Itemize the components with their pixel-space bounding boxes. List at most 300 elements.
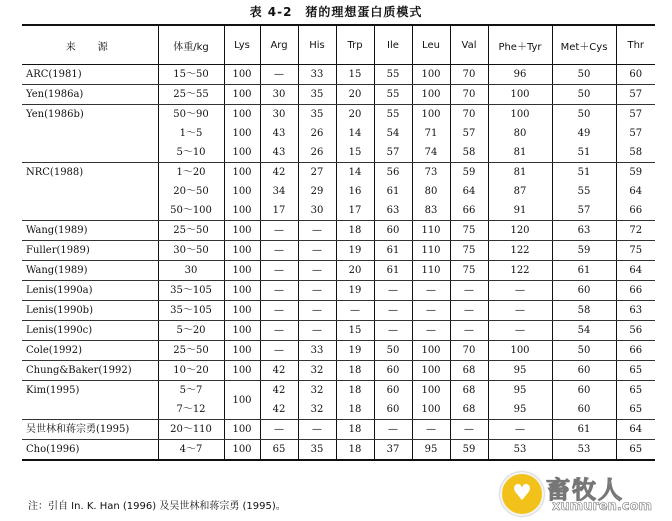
lys-value: 100 — [232, 365, 252, 376]
arg-value: 43 — [272, 128, 286, 139]
his-cell — [298, 163, 336, 221]
weight-value: 35～105 — [170, 285, 212, 296]
his-value: 32 — [310, 365, 324, 376]
trp-cell — [336, 381, 374, 420]
trp-value: 19 — [348, 245, 362, 256]
his-cell — [298, 341, 336, 361]
table-row — [22, 361, 655, 381]
met-cys-cell — [552, 105, 616, 163]
thr-cell — [616, 341, 655, 361]
lys-value: 100 — [232, 89, 252, 100]
source-cell — [22, 241, 158, 261]
trp-value: 19 — [348, 285, 362, 296]
thr-cell — [616, 261, 655, 281]
met-cys-value: 54 — [577, 325, 591, 336]
header-source: 来 源 — [22, 25, 158, 65]
table-row — [22, 381, 655, 420]
his-value: 33 — [310, 69, 324, 80]
lys-cell — [224, 361, 260, 381]
source-label: Lenis(1990c) — [26, 325, 93, 336]
leu-cell — [412, 440, 450, 461]
arg-value: — — [274, 69, 284, 80]
arg-value: 42 — [272, 404, 286, 415]
table-row — [22, 321, 655, 341]
leu-value: 100 — [421, 385, 441, 396]
header-ile: Ile — [374, 25, 412, 65]
phe-tyr-cell — [488, 440, 552, 461]
lys-value: 100 — [232, 225, 252, 236]
ile-value: 50 — [386, 345, 400, 356]
ile-cell — [374, 261, 412, 281]
ile-value: — — [388, 285, 398, 296]
thr-value: 59 — [629, 167, 643, 178]
weight-cell — [158, 321, 224, 341]
source-cell — [22, 440, 158, 461]
ile-value: — — [388, 305, 398, 316]
source-label: Chung&Baker(1992) — [26, 365, 132, 376]
leu-value: 100 — [421, 365, 441, 376]
his-value: 29 — [310, 186, 324, 197]
leu-cell — [412, 281, 450, 301]
table-row — [22, 301, 655, 321]
his-value: 26 — [310, 147, 324, 158]
val-value: 70 — [462, 89, 476, 100]
arg-value: 30 — [272, 109, 286, 120]
source-cell — [22, 281, 158, 301]
phe-tyr-cell — [488, 420, 552, 440]
arg-cell — [260, 163, 298, 221]
weight-cell — [158, 261, 224, 281]
his-value: — — [312, 424, 322, 435]
lys-value: 100 — [232, 444, 252, 455]
ile-cell — [374, 241, 412, 261]
his-cell — [298, 221, 336, 241]
phe-tyr-value: — — [515, 305, 525, 316]
val-cell — [450, 281, 488, 301]
phe-tyr-value: — — [515, 325, 525, 336]
thr-cell — [616, 361, 655, 381]
leu-value: 100 — [421, 404, 441, 415]
val-cell — [450, 420, 488, 440]
weight-cell — [158, 301, 224, 321]
his-cell — [298, 321, 336, 341]
met-cys-cell — [552, 420, 616, 440]
weight-cell — [158, 440, 224, 461]
leu-value: 73 — [424, 167, 438, 178]
phe-tyr-value: 95 — [513, 385, 527, 396]
leu-value: 100 — [421, 109, 441, 120]
leu-value: — — [426, 285, 436, 296]
weight-value: 10～20 — [173, 365, 209, 376]
lys-cell — [224, 420, 260, 440]
his-value: — — [312, 225, 322, 236]
val-cell — [450, 321, 488, 341]
weight-value: 25～50 — [173, 345, 209, 356]
thr-value: 66 — [629, 205, 643, 216]
val-cell — [450, 361, 488, 381]
header-met-cys: Met＋Cys — [552, 25, 616, 65]
heart-logo-icon: ♥ — [500, 472, 544, 516]
lys-value: 100 — [232, 394, 252, 406]
trp-cell — [336, 281, 374, 301]
met-cys-value: 60 — [577, 285, 591, 296]
lys-value: 100 — [232, 424, 252, 435]
thr-value: 65 — [629, 444, 643, 455]
weight-cell — [158, 163, 224, 221]
ile-cell — [374, 281, 412, 301]
table-row — [22, 65, 655, 85]
lys-cell — [224, 105, 260, 163]
met-cys-cell — [552, 301, 616, 321]
phe-tyr-cell — [488, 65, 552, 85]
weight-cell — [158, 241, 224, 261]
weight-cell — [158, 221, 224, 241]
met-cys-value: 51 — [577, 147, 591, 158]
source-cell — [22, 85, 158, 105]
ile-value: 61 — [386, 245, 400, 256]
val-value: 66 — [462, 205, 476, 216]
weight-cell — [158, 65, 224, 85]
met-cys-cell — [552, 221, 616, 241]
leu-value: 83 — [424, 205, 438, 216]
phe-tyr-cell — [488, 85, 552, 105]
lys-cell — [224, 341, 260, 361]
trp-value: 18 — [348, 365, 362, 376]
lys-cell — [224, 261, 260, 281]
leu-value: — — [426, 424, 436, 435]
trp-cell — [336, 261, 374, 281]
header-trp: Trp — [336, 25, 374, 65]
met-cys-cell — [552, 261, 616, 281]
source-cell — [22, 261, 158, 281]
table-row — [22, 281, 655, 301]
phe-tyr-value: 53 — [513, 444, 527, 455]
leu-value: 95 — [424, 444, 438, 455]
ile-value: 56 — [386, 167, 400, 178]
trp-cell — [336, 440, 374, 461]
source-label: Cole(1992) — [26, 345, 83, 356]
table-row — [22, 105, 655, 163]
trp-cell — [336, 105, 374, 163]
met-cys-value: 50 — [577, 109, 591, 120]
thr-value: 56 — [629, 325, 643, 336]
ile-value: 60 — [386, 385, 400, 396]
weight-value: 25～55 — [173, 89, 209, 100]
arg-value: — — [274, 265, 284, 276]
his-value: — — [312, 325, 322, 336]
weight-value: 4～7 — [179, 444, 203, 455]
header-weight: 体重/kg — [158, 25, 224, 65]
his-cell — [298, 261, 336, 281]
weight-cell — [158, 361, 224, 381]
thr-cell — [616, 221, 655, 241]
leu-cell — [412, 301, 450, 321]
phe-tyr-cell — [488, 361, 552, 381]
lys-value: 100 — [232, 245, 252, 256]
thr-cell — [616, 381, 655, 420]
table-row — [22, 241, 655, 261]
trp-value: 14 — [348, 167, 362, 178]
arg-cell — [260, 281, 298, 301]
lys-value: 100 — [232, 305, 252, 316]
weight-value: 50～100 — [170, 205, 212, 216]
thr-value: 66 — [629, 345, 643, 356]
ile-cell — [374, 440, 412, 461]
watermark-url: xumuren.com — [552, 499, 653, 514]
trp-value: 18 — [348, 424, 362, 435]
table-row — [22, 221, 655, 241]
header-lys: Lys — [224, 25, 260, 65]
val-value: 70 — [462, 69, 476, 80]
thr-cell — [616, 440, 655, 461]
ile-cell — [374, 361, 412, 381]
trp-cell — [336, 221, 374, 241]
weight-value: 1～20 — [176, 167, 206, 178]
source-label: Yen(1986b) — [26, 109, 84, 120]
trp-cell — [336, 361, 374, 381]
thr-value: 65 — [629, 404, 643, 415]
thr-cell — [616, 281, 655, 301]
val-value: 75 — [462, 265, 476, 276]
weight-cell — [158, 85, 224, 105]
phe-tyr-cell — [488, 301, 552, 321]
ile-value: 37 — [386, 444, 400, 455]
arg-value: 43 — [272, 147, 286, 158]
trp-value: 19 — [348, 345, 362, 356]
met-cys-value: 61 — [577, 424, 591, 435]
lys-cell — [224, 440, 260, 461]
lys-value: 100 — [232, 205, 252, 216]
met-cys-value: 63 — [577, 225, 591, 236]
weight-value: 1～5 — [179, 128, 203, 139]
his-value: 30 — [310, 205, 324, 216]
trp-value: 16 — [348, 186, 362, 197]
phe-tyr-cell — [488, 381, 552, 420]
his-value: 26 — [310, 128, 324, 139]
leu-cell — [412, 341, 450, 361]
weight-cell — [158, 105, 224, 163]
ile-cell — [374, 321, 412, 341]
source-label: Yen(1986a) — [26, 89, 84, 100]
ile-cell — [374, 381, 412, 420]
phe-tyr-value: 95 — [513, 365, 527, 376]
met-cys-cell — [552, 241, 616, 261]
phe-tyr-value: 81 — [513, 147, 527, 158]
ile-cell — [374, 65, 412, 85]
thr-value: 60 — [629, 69, 643, 80]
phe-tyr-cell — [488, 341, 552, 361]
met-cys-value: 49 — [577, 128, 591, 139]
arg-value: — — [274, 424, 284, 435]
thr-value: 63 — [629, 305, 643, 316]
his-value: 27 — [310, 167, 324, 178]
thr-cell — [616, 420, 655, 440]
trp-cell — [336, 65, 374, 85]
trp-cell — [336, 420, 374, 440]
phe-tyr-value: 81 — [513, 167, 527, 178]
val-value: — — [464, 325, 474, 336]
ile-cell — [374, 341, 412, 361]
phe-tyr-value: 122 — [510, 245, 530, 256]
phe-tyr-value: 100 — [510, 89, 530, 100]
his-cell — [298, 105, 336, 163]
thr-cell — [616, 321, 655, 341]
leu-value: 110 — [421, 245, 441, 256]
trp-cell — [336, 321, 374, 341]
weight-cell — [158, 281, 224, 301]
weight-value: 20～50 — [173, 186, 209, 197]
val-cell — [450, 65, 488, 85]
arg-value: 65 — [272, 444, 286, 455]
arg-value: — — [274, 305, 284, 316]
val-value: 59 — [462, 444, 476, 455]
ile-value: — — [388, 424, 398, 435]
table-row — [22, 163, 655, 221]
ile-cell — [374, 163, 412, 221]
met-cys-value: 51 — [577, 167, 591, 178]
thr-value: 57 — [629, 128, 643, 139]
lys-value: 100 — [232, 167, 252, 178]
lys-value: 100 — [232, 345, 252, 356]
thr-value: 66 — [629, 285, 643, 296]
arg-cell — [260, 221, 298, 241]
his-cell — [298, 381, 336, 420]
arg-value: — — [274, 345, 284, 356]
leu-cell — [412, 321, 450, 341]
arg-value: — — [274, 325, 284, 336]
lys-cell — [224, 65, 260, 85]
his-cell — [298, 361, 336, 381]
phe-tyr-value: 100 — [510, 109, 530, 120]
his-value: — — [312, 245, 322, 256]
ile-cell — [374, 420, 412, 440]
phe-tyr-value: 95 — [513, 404, 527, 415]
arg-cell — [260, 381, 298, 420]
trp-value: 14 — [348, 128, 362, 139]
header-val: Val — [450, 25, 488, 65]
leu-cell — [412, 361, 450, 381]
table-row — [22, 341, 655, 361]
weight-value: 15～50 — [173, 69, 209, 80]
weight-value: 5～10 — [176, 147, 206, 158]
amino-acid-table — [22, 24, 655, 461]
arg-value: 34 — [272, 186, 286, 197]
trp-value: 15 — [348, 325, 362, 336]
his-value: 32 — [310, 385, 324, 396]
trp-value: 20 — [348, 109, 362, 120]
leu-value: — — [426, 305, 436, 316]
lys-value: 100 — [232, 109, 252, 120]
table-row — [22, 261, 655, 281]
weight-cell — [158, 341, 224, 361]
lys-value: 100 — [232, 69, 252, 80]
source-label: Lenis(1990b) — [26, 305, 93, 316]
lys-value: 100 — [232, 128, 252, 139]
leu-value: — — [426, 325, 436, 336]
lys-cell — [224, 301, 260, 321]
trp-cell — [336, 163, 374, 221]
leu-cell — [412, 221, 450, 241]
his-cell — [298, 241, 336, 261]
met-cys-cell — [552, 281, 616, 301]
phe-tyr-value: 91 — [513, 205, 527, 216]
source-label: Fuller(1989) — [26, 245, 90, 256]
arg-cell — [260, 420, 298, 440]
weight-value: 20～110 — [170, 424, 212, 435]
table-body — [22, 65, 655, 461]
source-cell — [22, 65, 158, 85]
met-cys-cell — [552, 85, 616, 105]
source-label: Wang(1989) — [26, 225, 88, 236]
val-cell — [450, 440, 488, 461]
lys-value: 100 — [232, 285, 252, 296]
ile-value: — — [388, 325, 398, 336]
phe-tyr-value: — — [515, 424, 525, 435]
ile-value: 61 — [386, 186, 400, 197]
phe-tyr-cell — [488, 261, 552, 281]
source-label: Cho(1996) — [26, 444, 80, 455]
met-cys-value: 53 — [577, 444, 591, 455]
his-value: — — [312, 285, 322, 296]
lys-value: 100 — [232, 265, 252, 276]
header-leu: Leu — [412, 25, 450, 65]
thr-value: 64 — [629, 424, 643, 435]
thr-cell — [616, 105, 655, 163]
source-cell — [22, 361, 158, 381]
leu-cell — [412, 163, 450, 221]
thr-value: 58 — [629, 147, 643, 158]
met-cys-cell — [552, 65, 616, 85]
ile-value: 60 — [386, 365, 400, 376]
source-cell — [22, 381, 158, 420]
thr-value: 65 — [629, 385, 643, 396]
lys-cell — [224, 281, 260, 301]
arg-value: — — [274, 225, 284, 236]
met-cys-value: 57 — [577, 205, 591, 216]
header-thr: Thr — [616, 25, 655, 65]
trp-value: 18 — [348, 385, 362, 396]
ile-value: 60 — [386, 225, 400, 236]
ile-value: 63 — [386, 205, 400, 216]
header-phe-tyr: Phe＋Tyr — [488, 25, 552, 65]
watermark-title: 畜牧人 — [546, 476, 624, 504]
trp-value: 15 — [348, 69, 362, 80]
leu-cell — [412, 381, 450, 420]
his-value: 32 — [310, 404, 324, 415]
met-cys-value: 59 — [577, 245, 591, 256]
val-value: — — [464, 305, 474, 316]
met-cys-value: 55 — [577, 186, 591, 197]
leu-cell — [412, 420, 450, 440]
leu-cell — [412, 261, 450, 281]
met-cys-value: 50 — [577, 69, 591, 80]
weight-value: 5～7 — [179, 385, 203, 396]
val-value: 70 — [462, 109, 476, 120]
trp-value: 18 — [348, 404, 362, 415]
ile-value: 55 — [386, 89, 400, 100]
his-cell — [298, 420, 336, 440]
header-his: His — [298, 25, 336, 65]
leu-value: 100 — [421, 69, 441, 80]
trp-cell — [336, 241, 374, 261]
val-value: — — [464, 424, 474, 435]
leu-value: 74 — [424, 147, 438, 158]
ile-cell — [374, 301, 412, 321]
arg-value: 30 — [272, 89, 286, 100]
arg-cell — [260, 361, 298, 381]
thr-cell — [616, 65, 655, 85]
thr-cell — [616, 85, 655, 105]
